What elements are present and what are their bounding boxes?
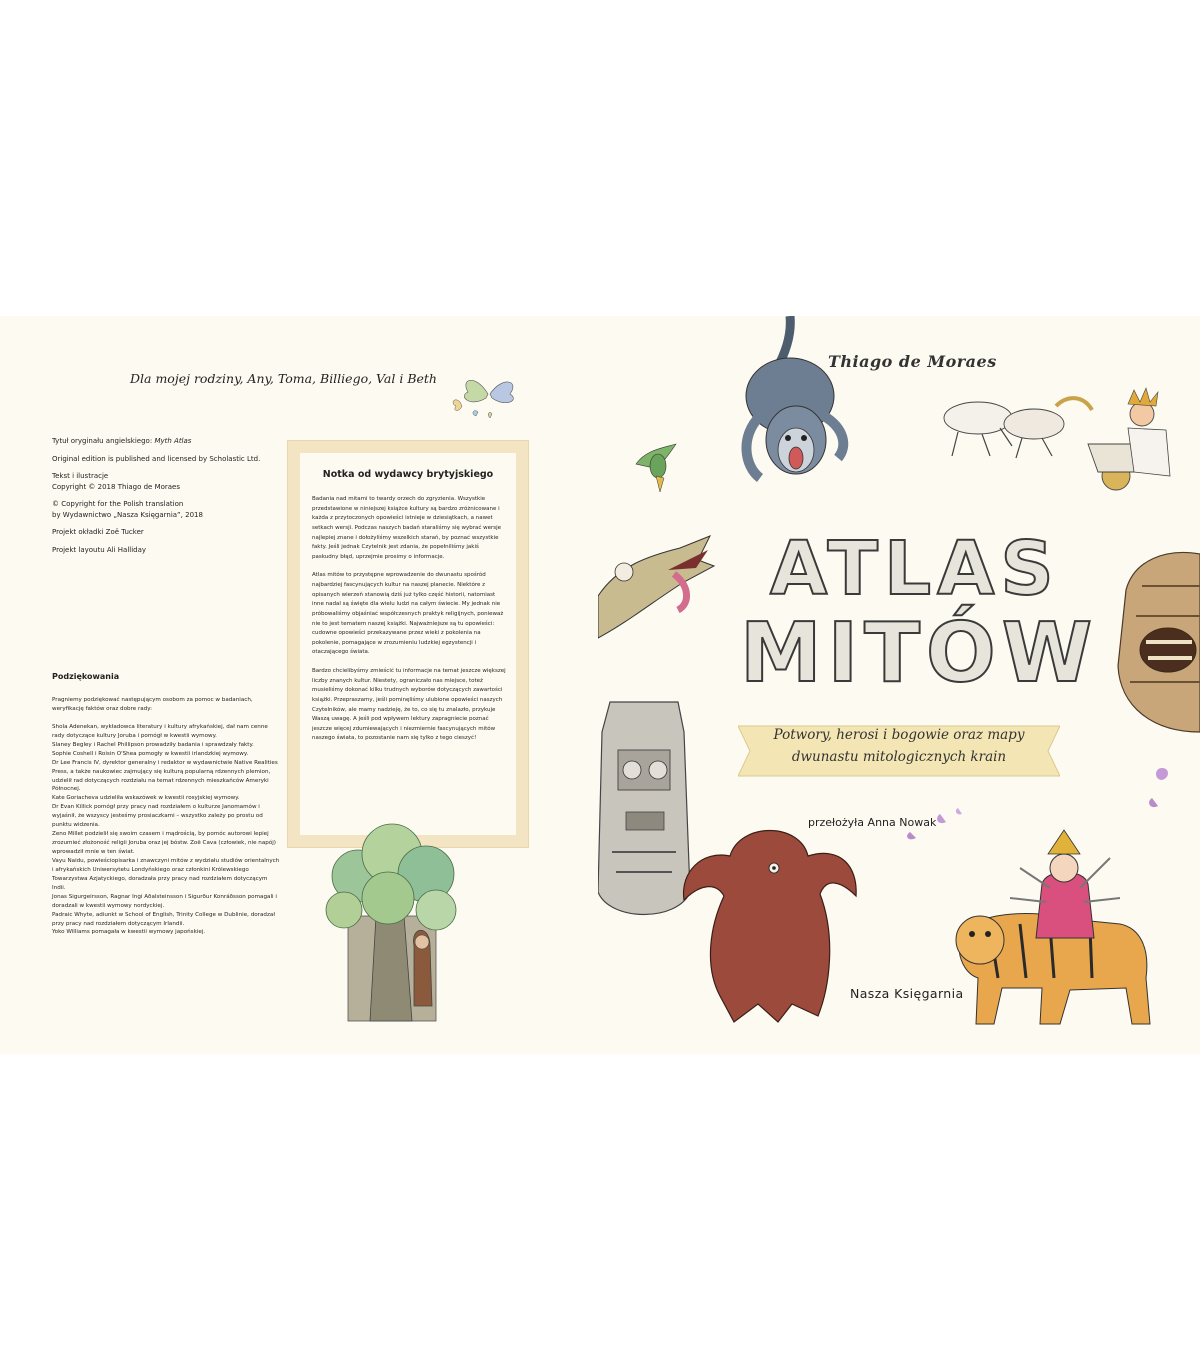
imprint-block: [52, 436, 292, 562]
note-paragraph: Badania nad mitami to twardy orzech do zgryzienia. Wszystkie przedstawione w niniejszej książce kultury są bardzo zróżnicowane i każda z przytoczonych opowieści istnieje w dziesiątkach, a nawet setkach wersji. Podczas naszych badań staraliśmy się wybrać wersje najlepiej znane i dołożyliśmy wszelkich starań, by poznać wszystkie fakty. Jeśli jednak Czytelnik jest zdania, że popełniliśmy jakiś paskudny błąd, uprzejmie prosimy o informacje.: [312, 496, 502, 560]
copyright-author: Copyright © 2018 Thiago de Moraes: [52, 482, 181, 491]
title-mitow: MITÓW: [740, 606, 1099, 701]
acknowledgement-entry: Zeno Millet podzielił się swoim czasem i mądrością, by pomóc autorowi lepiej zrozumieć złożoność religii Joruba oraz jej bóstw. Zoë Cava (człowiek, nie napój) wprowadził mnie w ten świat.: [52, 831, 276, 855]
translator-credit: przełożyła Anna Nowak: [808, 816, 937, 829]
acknowledgements-text: [52, 696, 282, 937]
publisher-name: Nasza Księgarnia: [850, 986, 964, 1001]
dedication: Dla mojej rodziny, Any, Toma, Billiego, Val i Beth: [130, 371, 437, 386]
publisher-note-title: Notka od wydawcy brytyjskiego: [322, 469, 494, 480]
publisher-note-panel: [300, 453, 516, 835]
acknowledgements-title: Podziękowania: [52, 672, 120, 681]
acknowledgement-entry: Sophie Coshell i Roisin O'Shea pomogły w kwestii irlandzkiej wymowy.: [52, 750, 249, 757]
crocodile-illustration: [598, 526, 718, 656]
butterflies-illustration: [448, 364, 528, 424]
goddess-on-tiger-illustration: [950, 828, 1180, 1028]
hairy-monster-illustration: [680, 816, 860, 1026]
original-title: Myth Atlas: [154, 437, 192, 445]
tree-spirit-illustration: [318, 806, 468, 1026]
sun-chariot-illustration: [938, 384, 1178, 494]
publisher-note-frame: [287, 440, 529, 848]
acknowledgement-entry: Shola Adenekan, wykładowca literatury i kultury afrykańskiej, dał nam cenne rady dotyczące kultury Joruba i pomógł w kwestii wymowy.: [52, 723, 268, 739]
license-note: Original edition is published and licensed by Scholastic Ltd.: [52, 454, 261, 463]
note-paragraph: Bardzo chcielibyśmy zmieścić tu informacje na temat jeszcze większej liczby znanych kultur. Niestety, ograniczało nas miejsce, toteż musieliśmy dokonać kilku trudnych wyborów dotyczących zawartości książki. Przepraszamy, jeśli pominęliśmy ulubione opowieści naszych Czytelników, ale mamy nadzieję, że to, co się tu znalazło, przykuje Waszą uwagę. A jeśli pod wpływem lektury zapragniecie poznać jeszcze więcej zdumiewających i niezmiernie fascynujących mitów naszego świata, to pozostanie nam się tylko z tego cieszyć!: [312, 668, 506, 742]
acknowledgements-intro: Pragniemy podziękować następującym osobom za pomoc w badaniach, weryfikację faktów oraz dobre rady:: [52, 697, 253, 712]
copyright-translation-1: © Copyright for the Polish translation: [52, 500, 184, 508]
monkey-illustration: [720, 316, 860, 496]
book-spread: [0, 316, 1200, 1054]
acknowledgement-entry: Vayu Naidu, powieściopisarka i znawczyni mitów z wydziału studiów orientalnych i afrykańskich Uniwersytetu Londyńskiego oraz członkini Królewskiego Towarzystwa Azjatyckiego, doradzała przy pracy nad rozdziałem dotyczącym Indii.: [52, 857, 280, 891]
original-title-label: Tytuł oryginału angielskiego:: [52, 437, 153, 445]
stone-mask-right-illustration: [1112, 546, 1200, 736]
acknowledgement-entry: Kate Goriacheva udzieliła wskazówek w kwestii rosyjskiej wymowy.: [52, 795, 240, 802]
acknowledgement-entry: Dr Lee Francis IV, dyrektor generalny i redaktor w wydawnictwie Native Realities Press, a także naukowiec zajmujący się kulturą popularną rdzennych plemion, udzielił rad dotyczących rozdziału na temat rdzennych mieszkańców Ameryki Północnej.: [52, 759, 278, 793]
cover-project-credit: Projekt okładki Zoë Tucker: [52, 528, 144, 536]
acknowledgement-entry: Jonas Sigurgeirsson, Ragnar Ingi Aðalsteinsson i Sigurður Konráðsson pomagali i doradzali w kwestii wymowy nordyckiej.: [52, 893, 277, 909]
note-paragraph: Atlas mitów to przystępne wprowadzenie do dwunastu spośród najbardziej fascynujących kultur na naszej planecie. Niektóre z opisanych wierzeń stanowią dziś już tylko część historii, natomiast inne nadal są święte dla wielu ludzi na całym świecie. My jednak nie próbowaliśmy objaśniać współczesnych praktyk religijnych, ponieważ nie to jest tematem naszej książki. Najważniejsze są tu opowieści: cudowne opowieści przekazywane przez wieki z pokolenia na pokolenie, pomagające w zrozumieniu ludzkiej egzystencji i otaczającego świata.: [312, 572, 504, 656]
parrot-illustration: [628, 434, 684, 494]
publisher-note-text: [312, 495, 506, 753]
acknowledgement-entry: Dr Evan Killick pomógł przy pracy nad rozdziałem o kulturze Janomamów i wyjaśnił, że wszyscy jesteśmy prosiaczkami – wszystko zależy po prostu od punktu widzenia.: [52, 804, 263, 829]
subtitle-line-2: dwunastu mitologicznych krain: [791, 749, 1007, 766]
stone-idol-illustration: [598, 692, 690, 932]
acknowledgement-entry: Padraic Whyte, adiunkt w School of English, Trinity College w Dublinie, doradzał przy pracy nad rozdziałem dotyczącym Irlandii.: [52, 911, 275, 927]
subtitle-line-1: Potwory, herosi i bogowie oraz mapy: [773, 727, 1025, 743]
copyright-translation-2: by Wydawnictwo „Nasza Księgarnia”, 2018: [52, 510, 203, 519]
title-atlas: ATLAS: [770, 526, 1060, 612]
author-name: Thiago de Moraes: [828, 352, 997, 371]
acknowledgement-entry: Yoko Williams pomagała w kwestii wymowy japońskiej.: [52, 929, 206, 936]
layout-project-credit: Projekt layoutu Ali Halliday: [52, 545, 147, 554]
text-illustrations-line: Tekst i ilustracje: [52, 472, 109, 480]
acknowledgement-entry: Slaney Begley i Rachel Phillipson prowadziły badania i sprawdzały fakty.: [52, 741, 254, 748]
